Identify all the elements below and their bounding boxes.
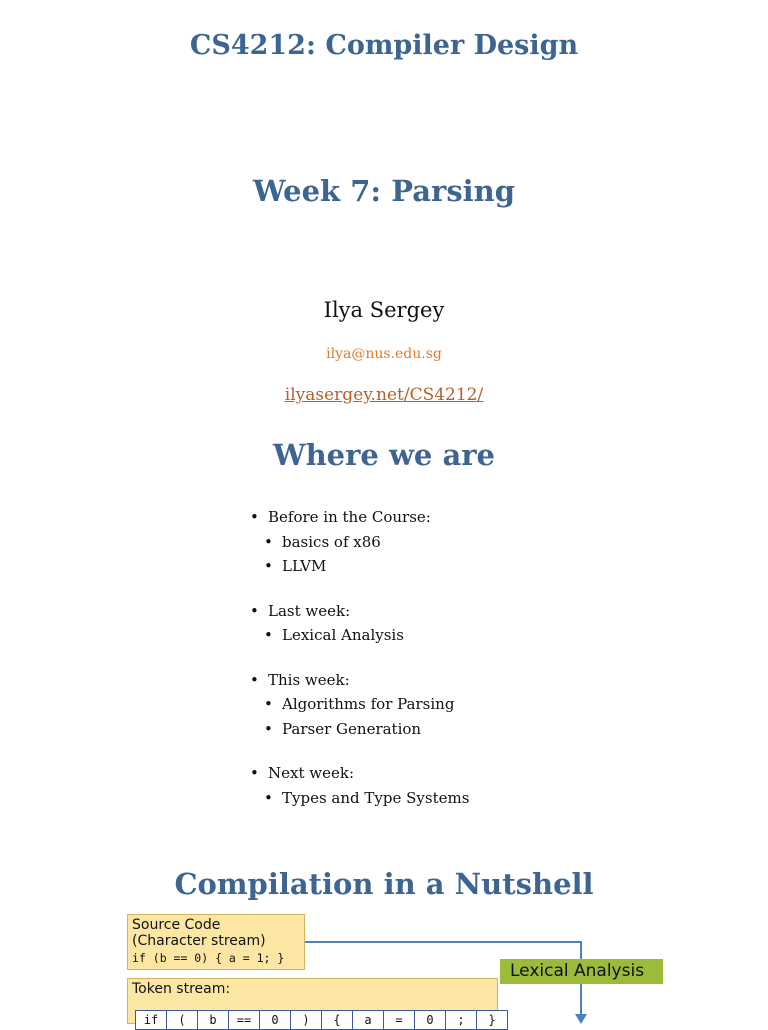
token-cell: 0 — [415, 1011, 446, 1029]
token-cell: if — [136, 1011, 167, 1029]
token-cell: 0 — [260, 1011, 291, 1029]
slide-heading: Where we are — [273, 438, 495, 472]
lexical-analysis-phase: Lexical Analysis — [500, 959, 663, 984]
course-url-link[interactable]: ilyasergey.net/CS4212/ — [284, 385, 484, 405]
token-stream-box — [127, 978, 498, 1027]
token-cell: b — [198, 1011, 229, 1029]
token-cell: ; — [446, 1011, 477, 1029]
token-cell: a — [353, 1011, 384, 1029]
author-name: Ilya Sergey — [323, 298, 445, 322]
slide-heading: Compilation in a Nutshell — [174, 867, 594, 901]
bullet-item: • Last week: — [248, 600, 668, 625]
sub-bullet-item: • Algorithms for Parsing — [248, 693, 668, 718]
lecture-title: Week 7: Parsing — [252, 174, 516, 208]
token-cell: { — [322, 1011, 353, 1029]
token-cell: } — [488, 1013, 496, 1027]
sub-bullet-item: • Parser Generation — [248, 718, 668, 743]
token-cell: = — [384, 1011, 415, 1029]
sub-bullet-item: • Lexical Analysis — [248, 624, 668, 649]
token-cell: ( — [167, 1011, 198, 1029]
source-code-snippet: if (b == 0) { a = 1; } — [132, 951, 285, 965]
source-code-label: Source Code — [132, 917, 221, 933]
bullet-item: • This week: — [248, 669, 668, 694]
token-list — [135, 1010, 508, 1030]
author-email: ilya@nus.edu.sg — [326, 346, 442, 362]
token-cell: ) — [291, 1011, 322, 1029]
sub-bullet-item: • LLVM — [248, 555, 668, 580]
sub-bullet-item: • Types and Type Systems — [248, 787, 668, 812]
sub-bullet-item: • basics of x86 — [248, 531, 668, 556]
bullet-item: • Before in the Course: — [248, 506, 668, 531]
course-title: CS4212: Compiler Design — [189, 30, 579, 61]
token-cell: == — [229, 1011, 260, 1029]
source-code-box — [127, 914, 305, 970]
bullet-item: • Next week: — [248, 762, 668, 787]
token-stream-label: Token stream: — [132, 981, 231, 997]
source-code-sublabel: (Character stream) — [132, 933, 266, 949]
